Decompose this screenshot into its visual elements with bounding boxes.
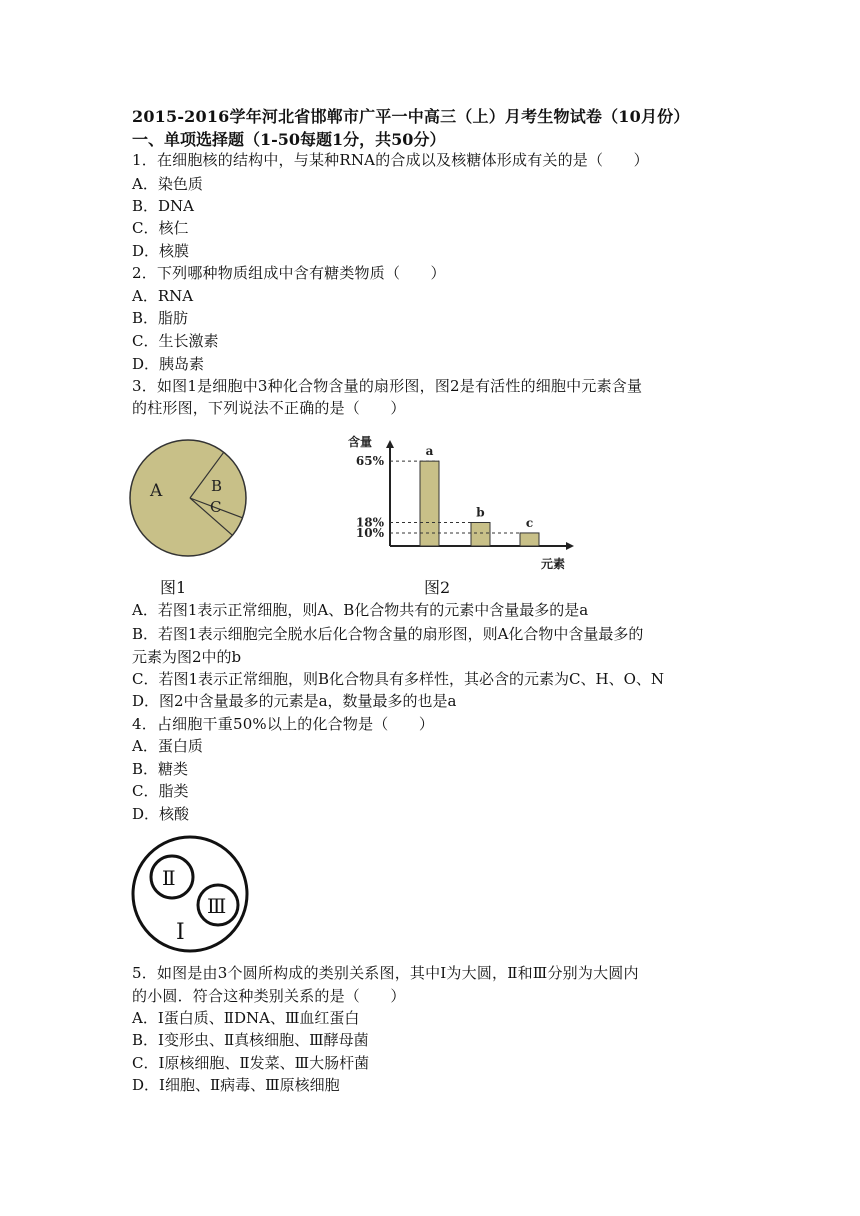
q4-option-a: A．蛋白质 bbox=[132, 737, 203, 755]
q3-option-a: A．若图1表示正常细胞，则A、B化合物共有的元素中含量最多的是a bbox=[132, 601, 589, 619]
y-tick-label-1: 18% bbox=[355, 515, 384, 530]
bar-label-a: a bbox=[425, 444, 434, 459]
q1-option-c: C．核仁 bbox=[132, 219, 189, 237]
q3-option-c: C．若图1表示正常细胞，则B化合物具有多样性，其必含的元素为C、H、O、N bbox=[132, 670, 665, 688]
q1-option-b: B．DNA bbox=[132, 197, 195, 215]
pie-label-c: C bbox=[210, 498, 222, 516]
q3-stem-line2: 的柱形图，下列说法不正确的是（ ） bbox=[132, 399, 406, 417]
q3-stem-line1: 3．如图1是细胞中3种化合物含量的扇形图，图2是有活性的细胞中元素含量 bbox=[132, 377, 643, 395]
figure1-caption: 图1 bbox=[160, 578, 187, 597]
q2-option-c: C．生长激素 bbox=[132, 332, 219, 350]
bar-label-b: b bbox=[476, 505, 485, 520]
q3-option-d: D．图2中含量最多的元素是a，数量最多的也是a bbox=[132, 692, 457, 710]
small-circle-ii-label: Ⅱ bbox=[162, 866, 176, 890]
q4-option-c: C．脂类 bbox=[132, 782, 189, 800]
q1-stem: 1．在细胞核的结构中，与某种RNA的合成以及核糖体形成有关的是（ ） bbox=[132, 151, 649, 169]
q2-option-d: D．胰岛素 bbox=[132, 355, 205, 373]
q4-option-d: D．核酸 bbox=[132, 805, 190, 823]
section-heading: 一、单项选择题（1-50每题1分，共50分） bbox=[132, 130, 446, 149]
q4-stem: 4．占细胞干重50%以上的化合物是（ ） bbox=[132, 715, 435, 733]
q1-option-a: A．染色质 bbox=[132, 175, 203, 193]
q2-stem: 2．下列哪种物质组成中含有糖类物质（ ） bbox=[132, 264, 446, 282]
q4-option-b: B．糖类 bbox=[132, 760, 189, 778]
circle-category-diagram bbox=[128, 832, 252, 956]
exam-title: 2015-2016学年河北省邯郸市广平一中高三（上）月考生物试卷（10月份） bbox=[132, 107, 690, 126]
pie-label-b: B bbox=[211, 477, 223, 495]
pie-label-a: A bbox=[150, 481, 163, 501]
q5-option-a: A．Ⅰ蛋白质、ⅡDNA、Ⅲ血红蛋白 bbox=[132, 1009, 360, 1027]
q2-option-a: A．RNA bbox=[132, 287, 194, 305]
q5-option-c: C．Ⅰ原核细胞、Ⅱ发菜、Ⅲ大肠杆菌 bbox=[132, 1054, 370, 1072]
figure1-pie-chart bbox=[128, 438, 248, 558]
chart-y-axis-label: 含量 bbox=[348, 435, 373, 449]
bar-b bbox=[471, 523, 490, 547]
q5-stem-line2: 的小圆．符合这种类别关系的是（ ） bbox=[132, 987, 406, 1005]
figure2-caption: 图2 bbox=[424, 578, 451, 597]
y-tick-label-0: 65% bbox=[355, 454, 384, 469]
q2-option-b: B．脂肪 bbox=[132, 309, 189, 327]
bar-c bbox=[520, 533, 539, 546]
big-circle bbox=[133, 837, 247, 951]
y-tick-label-2: 10% bbox=[355, 525, 384, 540]
small-circle-iii-label: Ⅲ bbox=[207, 894, 227, 918]
chart-x-axis-label: 元素 bbox=[541, 557, 566, 571]
q3-option-b-line2: 元素为图2中的b bbox=[132, 648, 242, 666]
q5-option-d: D．Ⅰ细胞、Ⅱ病毒、Ⅲ原核细胞 bbox=[132, 1076, 340, 1094]
q3-option-b-line1: B．若图1表示细胞完全脱水后化合物含量的扇形图，则A化合物中含量最多的 bbox=[132, 625, 644, 643]
q1-option-d: D．核膜 bbox=[132, 242, 190, 260]
q5-option-b: B．Ⅰ变形虫、Ⅱ真核细胞、Ⅲ酵母菌 bbox=[132, 1031, 369, 1049]
pie-slice-a bbox=[130, 440, 246, 556]
y-axis-arrow bbox=[386, 440, 394, 448]
x-axis-arrow bbox=[566, 542, 574, 550]
figure2-bar-chart bbox=[340, 430, 590, 575]
bar-label-c: c bbox=[525, 515, 534, 530]
q5-stem-line1: 5．如图是由3个圆所构成的类别关系图，其中Ⅰ为大圆，Ⅱ和Ⅲ分别为大圆内 bbox=[132, 964, 639, 982]
big-circle-label: Ⅰ bbox=[176, 920, 185, 945]
